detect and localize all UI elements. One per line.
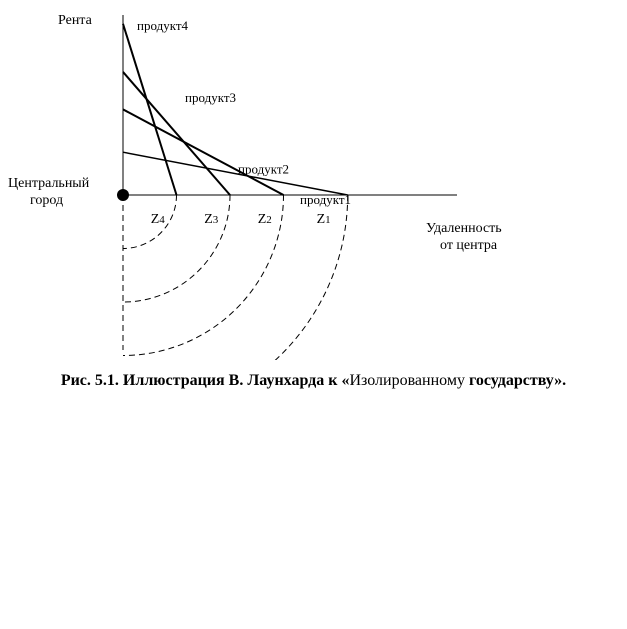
- center-label-line2: город: [30, 193, 64, 208]
- zone-label-z2: Z2: [257, 212, 272, 227]
- rent-lines: [123, 24, 348, 195]
- central-city-dot: [117, 189, 129, 201]
- x-axis-label-line2: от центра: [440, 238, 498, 253]
- rent-line-4: [123, 24, 177, 195]
- zone-label-z4: Z4: [150, 212, 165, 227]
- caption-normal-part: Изолированному: [349, 372, 465, 389]
- series-label-3: продукт3: [185, 89, 237, 105]
- figure-caption: [0, 372, 627, 390]
- chart-labels: [8, 13, 502, 253]
- series-label-4: продукт4: [137, 17, 189, 33]
- zone-label-z1: Z1: [316, 212, 331, 227]
- zone-label-z3: Z3: [204, 212, 219, 227]
- series-label-2: продукт2: [238, 161, 290, 177]
- y-axis-label: Рента: [58, 13, 92, 28]
- center-label-line1: Центральный: [8, 176, 90, 191]
- caption-bold-part: Рис. 5.1. Иллюстрация В. Лаунхарда к «: [60, 372, 350, 389]
- zone-arc-z3: [123, 195, 230, 302]
- x-axis-label-line1: Удаленность: [426, 221, 502, 236]
- rent-line-1: [123, 152, 348, 195]
- rent-line-2: [123, 109, 284, 195]
- caption-bold-end: государству».: [464, 372, 567, 389]
- axes: [117, 15, 457, 350]
- series-label-1: продукт1: [300, 192, 352, 208]
